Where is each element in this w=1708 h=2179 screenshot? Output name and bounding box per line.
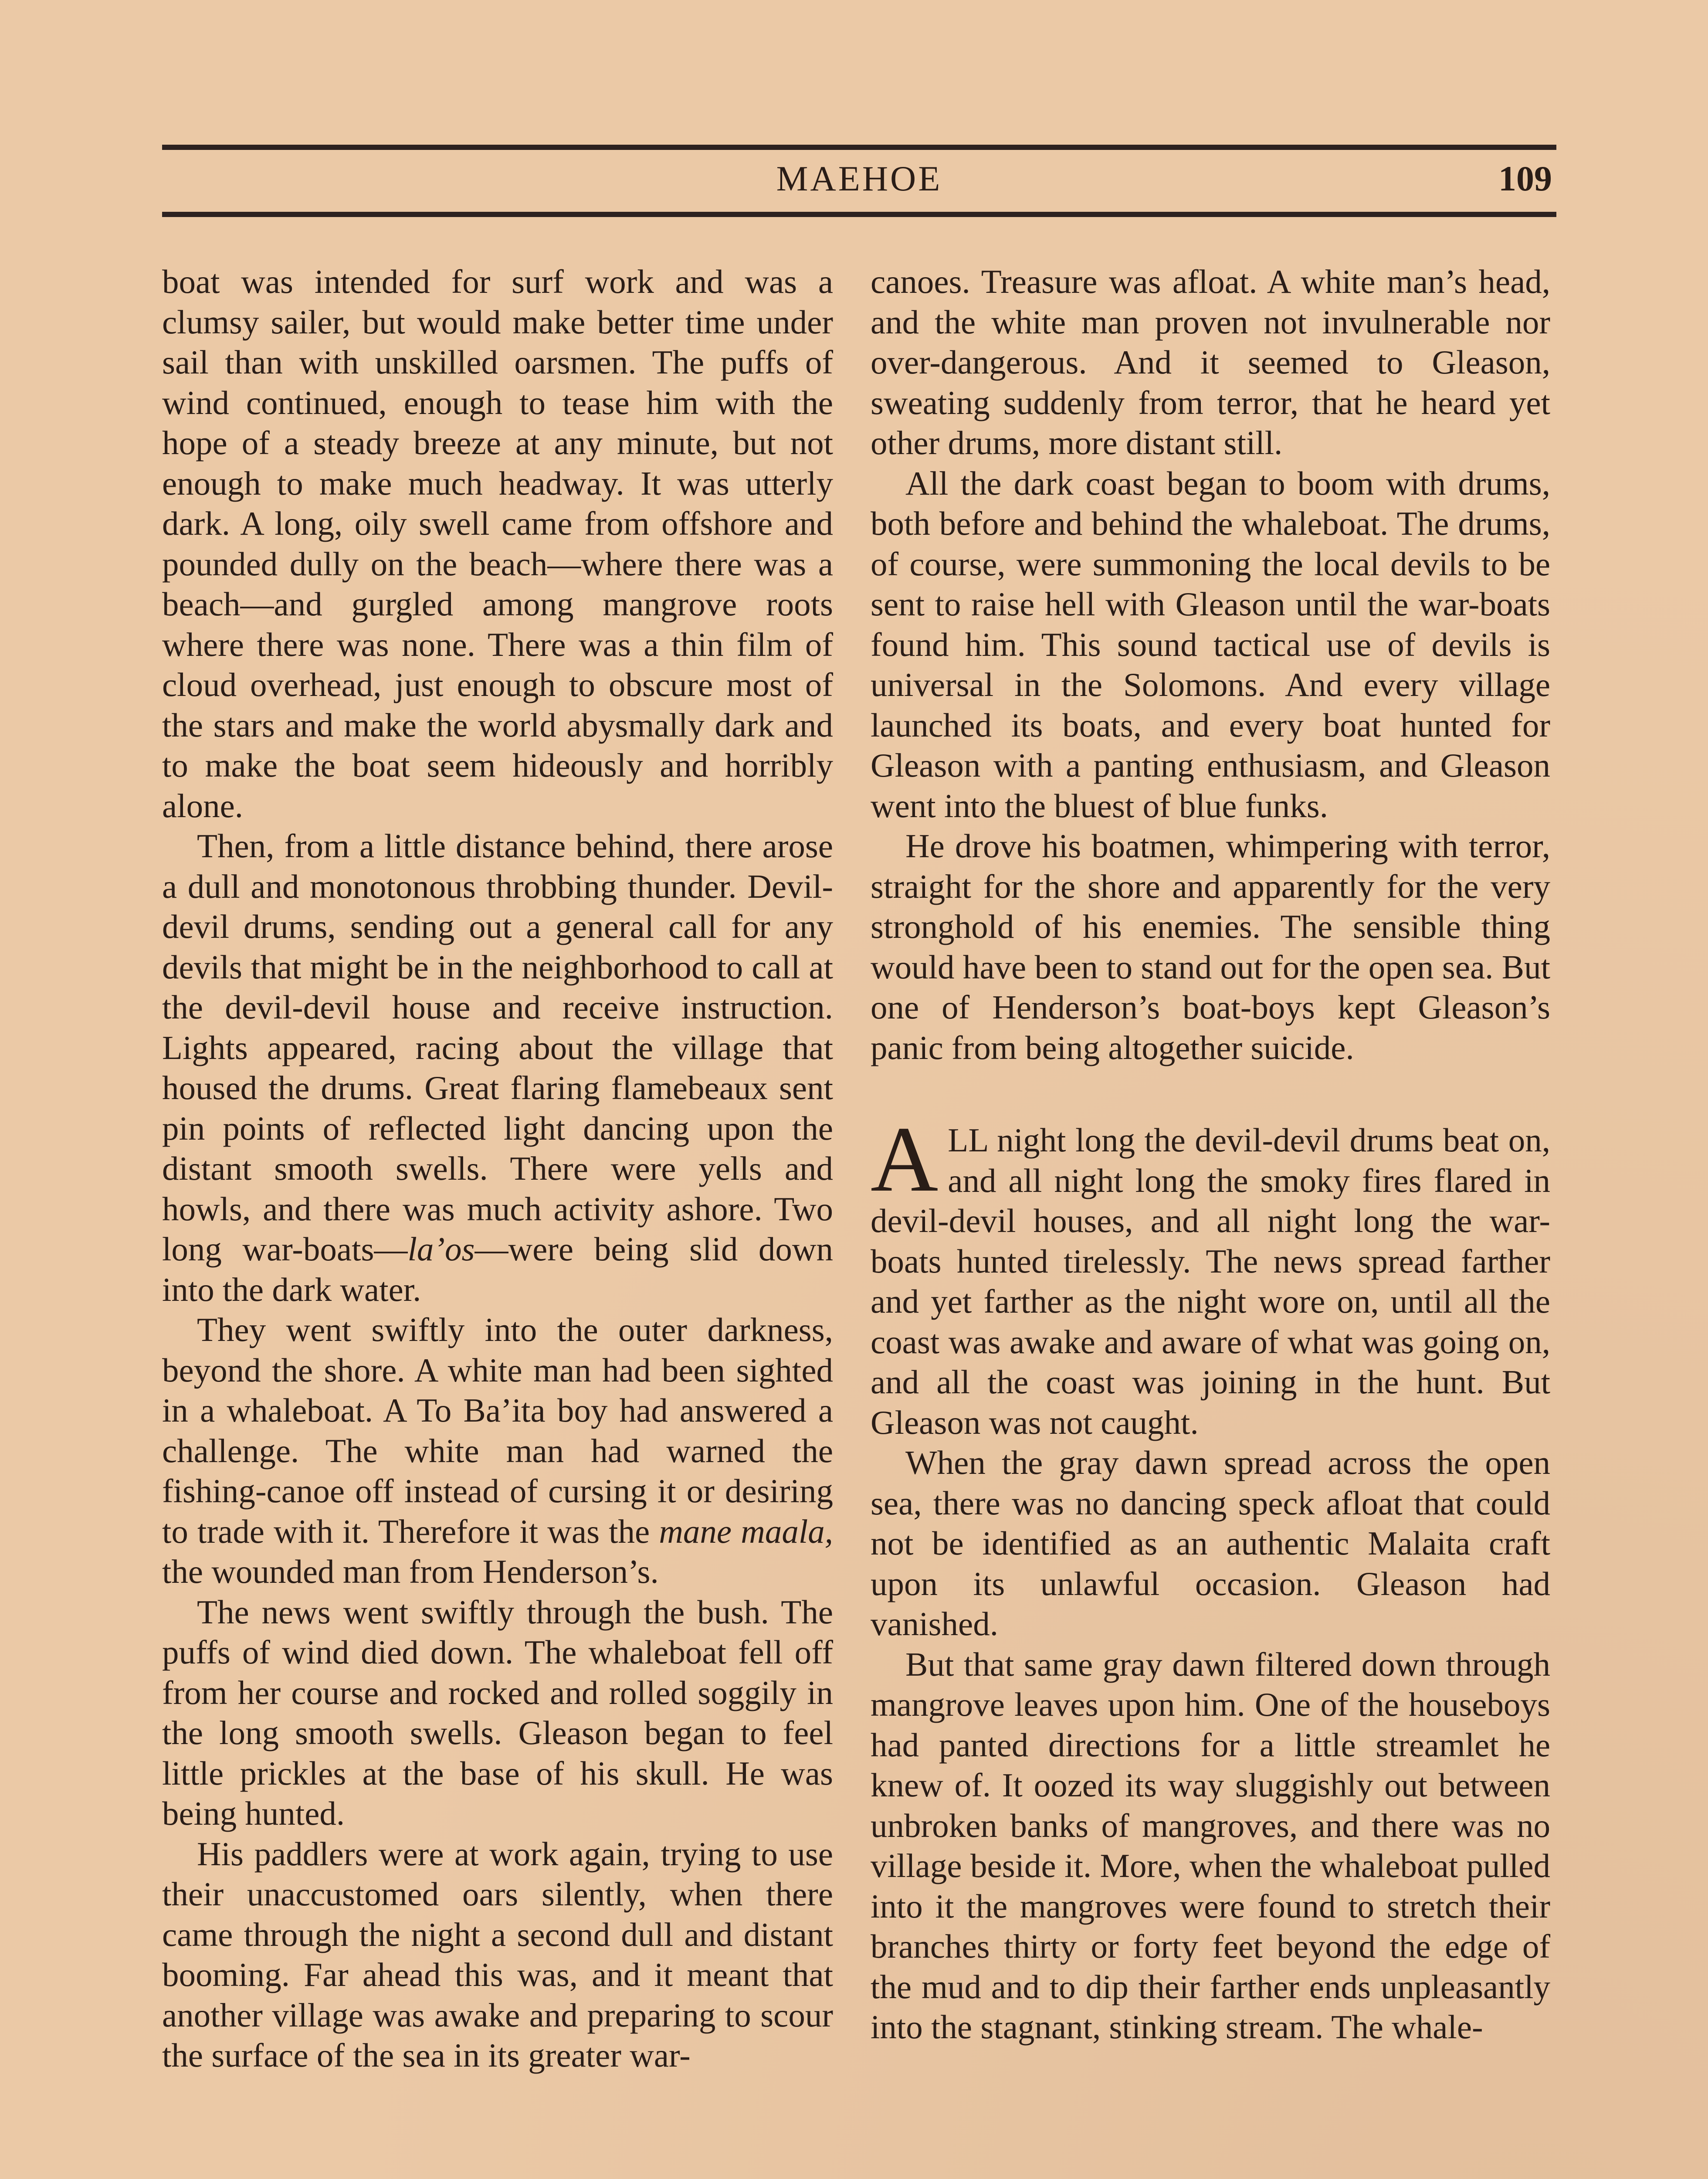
italic-term: mane maala,	[659, 1512, 833, 1550]
paragraph-text: Then, from a little distance behind, there arose a dull and monotonous throbbing thunder. Devil-devil drums, sending out a general call for any devils that might be in the neighborhood to call at the devil-devil house and receive instruction. Lights appeared, racing about the village that housed the drums. Great flaring flamebeaux sent pin points of reflected light dancing upon the distant smooth swells. There were yells and howls, and there was much activity ashore. Two long war-boats—	[162, 827, 833, 1268]
page-number: 109	[1498, 159, 1552, 198]
paragraph: He drove his boatmen, whimpering with terror, straight for the shore and apparently for the very stronghold of his enemies. The sensible thing would have been to stand out for the open sea. But one of Henderson’s boat-boys kept Gleason’s panic from being altogether suicide.	[871, 827, 1550, 1066]
header-rule-bottom	[162, 212, 1556, 217]
section-break	[871, 1068, 1550, 1120]
paragraph: All the dark coast began to boom with drums, both before and behind the whaleboat. The drums, of course, were summoning the local devils to be sent to raise hell with Gleason until the war-boats found him. This sound tactical use of devils is universal in the Solomons. And every village launched its boats, and every boat hunted for Gleason with a panting enthusiasm, and Gleason went into the bluest of blue funks.	[871, 464, 1550, 825]
paragraph	[162, 1310, 833, 1592]
paragraph-text: They went swiftly into the outer darkness, beyond the shore. A white man had been sighted in a whaleboat. A To Ba’ita boy had answered a challenge. The white man had warned the fishing-canoe off instead of cursing it or desiring to trade with it. Therefore it was the	[162, 1311, 833, 1550]
left-column	[162, 261, 833, 2076]
right-column	[871, 261, 1550, 2047]
running-header	[162, 153, 1556, 205]
italic-term: la’os	[407, 1230, 475, 1268]
paragraph: When the gray dawn spread across the open sea, there was no dancing speck afloat that could not be identified as an authentic Malaita craft upon its unlawful occasion. Gleason had vanished.	[871, 1444, 1550, 1643]
paragraph-text: LL night long the devil-devil drums beat on, and all night long the smoky fires flared in devil-devil houses, and all night long the war-boats hunted tirelessly. The news spread farther and yet farther as the night wore on, until all the coast was awake and aware of what was going on, and all the coast was joining in the hunt. But Gleason was not caught.	[871, 1121, 1550, 1441]
paragraph: boat was intended for surf work and was a clumsy sailer, but would make better time under sail than with unskilled oarsmen. The puffs of wind continued, enough to tease him with the hope of a steady breeze at any minute, but not enough to make much headway. It was utterly dark. A long, oily swell came from offshore and pounded dully on the beach—where there was a beach—and gurgled among mangrove roots where there was none. There was a thin film of cloud overhead, just enough to obscure most of the stars and make the world abysmally dark and to make the boat seem hideously and horribly alone.	[162, 263, 833, 825]
paragraph-text: —were being slid down into the dark water.	[162, 1230, 834, 1308]
paragraph: canoes. Treasure was afloat. A white man’s head, and the white man proven not invulnerable nor over-dangerous. And it seemed to Gleason, sweating suddenly from terror, that he heard yet other drums, more distant still.	[871, 263, 1550, 462]
paragraph: But that same gray dawn filtered down through mangrove leaves upon him. One of the houseboys had panted directions for a little streamlet he knew of. It oozed its way sluggishly out between unbroken banks of mangroves, and there was no village beside it. More, when the whaleboat pulled into it the mangroves were found to stretch their branches thirty or forty feet beyond the edge of the mud and to dip their farther ends unpleasantly into the stagnant, stinking stream. The whale-	[871, 1645, 1550, 2046]
paragraph: The news went swiftly through the bush. The puffs of wind died down. The whaleboat fell off from her course and rocked and rolled soggily in the long smooth swells. Gleason began to feel little prickles at the base of his skull. He was being hunted.	[162, 1593, 833, 1832]
paragraph: His paddlers were at work again, trying to use their unaccustomed oars silently, when there came through the night a second dull and distant booming. Far ahead this was, and it meant that another village was awake and preparing to scour the surface of the sea in its greater war-	[162, 1835, 833, 2074]
running-title: MAEHOE	[776, 159, 942, 198]
drop-cap: A	[871, 1107, 939, 1211]
header-rule-top	[162, 145, 1556, 150]
paragraph	[871, 1107, 1550, 1442]
paragraph	[162, 826, 833, 1310]
paragraph-text: the wounded man from Henderson’s.	[162, 1553, 659, 1590]
